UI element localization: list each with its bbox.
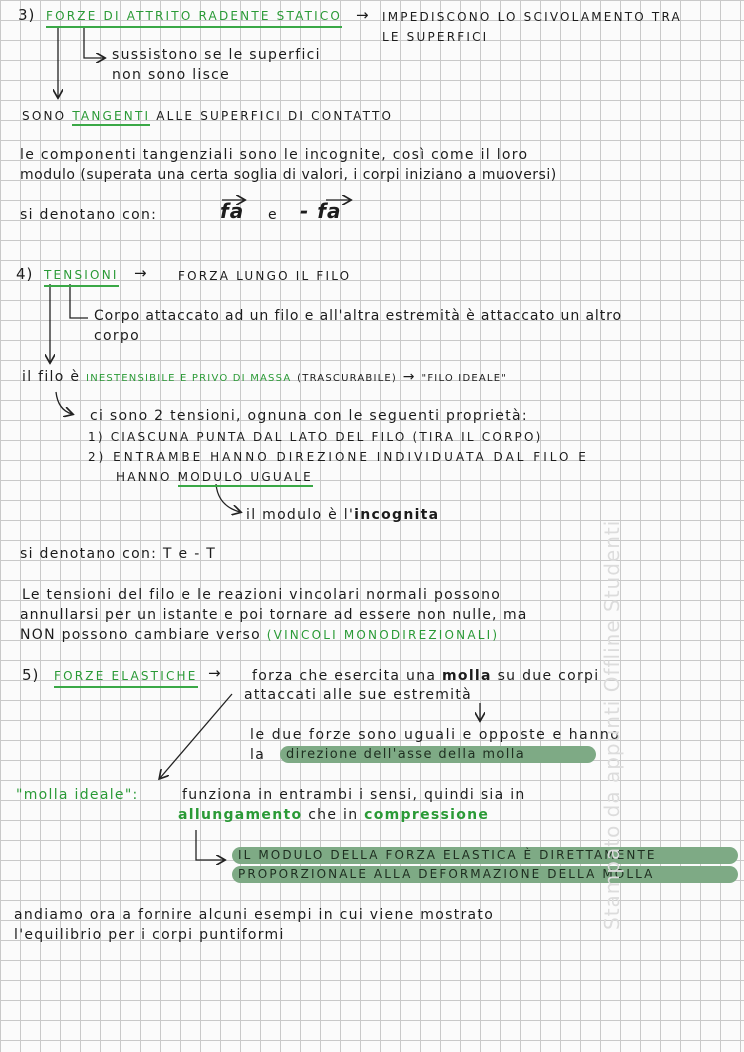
- section-5-arrow: →: [208, 664, 222, 682]
- hooke-highlight-line1: IL MODULO DELLA FORZA ELASTICA È DIRETTAMENTE: [232, 847, 738, 864]
- section-4-reaction-line2: annullarsi per un istante e poi tornare ad essere non nulle, ma: [20, 607, 528, 623]
- section-4-unknown: [246, 506, 439, 524]
- reaction-green: (VINCOLI MONODIREZIONALI): [266, 628, 500, 642]
- section-4-prop-2a: 2) ENTRAMBE HANNO DIREZIONE INDIVIDUATA DAL FILO E: [88, 450, 589, 464]
- section-5-title: FORZE ELASTICHE: [54, 667, 198, 688]
- outro-line2: l'equilibrio per i corpi puntiformi: [14, 927, 285, 943]
- section-5-def-line1: [252, 667, 599, 685]
- section-4-title: TENSIONI: [44, 266, 119, 287]
- reaction-prefix: NON possono cambiare verso: [20, 627, 262, 643]
- works-middle: che in: [308, 807, 359, 823]
- friction-symbol-positive: fa: [220, 199, 245, 223]
- section-3-effect-line1: IMPEDISCONO LO SCIVOLAMENTO TRA: [382, 10, 682, 24]
- friction-symbol-negative: - fa: [300, 199, 342, 223]
- section-3-components-line2: modulo (superata una certa soglia di valori, i corpi iniziano a muoversi): [20, 167, 557, 183]
- section-4-reaction-line1: Le tensioni del filo e le reazioni vincolari normali possono: [22, 587, 502, 603]
- section-5-number: 5): [22, 666, 40, 684]
- outro-line1: andiamo ora a fornire alcuni esempi in cui viene mostrato: [14, 907, 495, 923]
- section-4-denote: si denotano con: T e - T: [20, 546, 217, 562]
- section-5-works-line2: [178, 806, 489, 824]
- section-4-prop-1: 1) CIASCUNA PUNTA DAL LATO DEL FILO (TIRA IL CORPO): [88, 430, 543, 444]
- unknown-bold: incognita: [354, 507, 440, 523]
- spring-direction-highlight: direzione dell'asse della molla: [280, 746, 596, 763]
- section-3-effect-line2: LE SUPERFICI: [382, 30, 489, 44]
- tangent-keyword: TANGENTI: [72, 109, 150, 126]
- prop-2b-underlined: MODULO UGUALE: [178, 470, 313, 487]
- section-3-components-line1: le componenti tangenziali sono le incognite, così come il loro: [20, 147, 529, 163]
- section-4-reaction-line3: [20, 626, 499, 644]
- section-4-arrow: →: [134, 264, 148, 282]
- section-3-exist-line2: non sono lisce: [112, 67, 231, 83]
- works-compression: compressione: [364, 807, 490, 823]
- section-4-body-line2: corpo: [94, 328, 140, 344]
- ideal-prefix: il filo è: [22, 369, 81, 385]
- section-5-def-line2: attaccati alle sue estremità: [244, 687, 473, 703]
- def1-suffix: su due corpi: [497, 668, 600, 684]
- section-5-equal-line1: le due forze sono uguali e opposte e hanno: [250, 727, 621, 743]
- tangent-prefix: SONO: [22, 109, 67, 123]
- section-3-number: 3): [18, 6, 36, 24]
- unknown-prefix: il modulo è l': [246, 507, 355, 523]
- works-elongation: allungamento: [178, 807, 303, 823]
- ideal-arrow: →: [402, 369, 416, 385]
- section-4-number: 4): [16, 265, 34, 283]
- ideal-green-text: INESTENSIBILE E PRIVO DI MASSA: [86, 373, 292, 384]
- section-3-title: FORZE DI ATTRITO RADENTE STATICO: [46, 7, 342, 28]
- section-4-definition: FORZA LUNGO IL FILO: [178, 269, 352, 283]
- section-4-prop-2b: [116, 468, 313, 486]
- section-4-props-intro: ci sono 2 tensioni, ognuna con le seguenti proprietà:: [90, 408, 528, 424]
- ideal-paren: (TRASCURABILE): [297, 373, 397, 384]
- watermark: Stampato da appunti Offline Studenti: [600, 519, 624, 930]
- section-5-equal-prefix: la: [250, 747, 266, 763]
- friction-symbol-separator: e: [268, 207, 278, 223]
- tangent-suffix: ALLE SUPERFICI DI CONTATTO: [156, 109, 394, 123]
- section-3-denote-label: si denotano con:: [20, 207, 158, 223]
- ideal-name: "FILO IDEALE": [421, 373, 508, 384]
- section-5-works-line1: funziona in entrambi i sensi, quindi sia in: [182, 787, 526, 803]
- section-4-ideal-line: [22, 368, 507, 388]
- ideal-spring-label: "molla ideale":: [16, 787, 139, 803]
- hooke-highlight-line2: PROPORZIONALE ALLA DEFORMAZIONE DELLA MOLLA: [232, 866, 738, 883]
- section-3-exist-line1: sussistono se le superfici: [112, 47, 321, 63]
- section-3-tangent-line: [22, 107, 393, 125]
- def1-bold: molla: [442, 668, 492, 684]
- section-3-arrow: →: [356, 6, 370, 24]
- section-4-body-line1: Corpo attaccato ad un filo e all'altra estremità è attaccato un altro: [94, 308, 622, 324]
- prop-2b-prefix: HANNO: [116, 470, 172, 484]
- def1-prefix: forza che esercita una: [252, 668, 437, 684]
